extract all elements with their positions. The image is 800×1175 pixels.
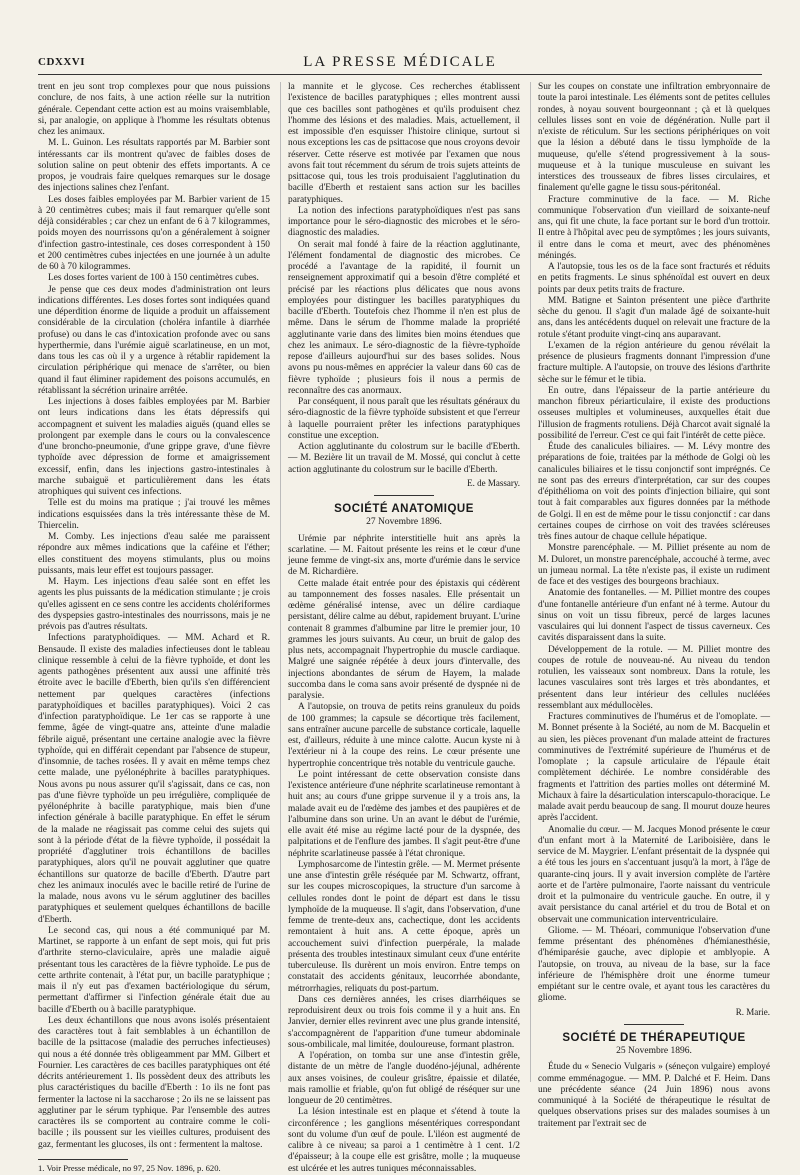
paragraph: Cette malade était entrée pour des épistaxis qui cédèrent au tamponnement des fosses nasales. Elle présentait un œdème généralisé intense, avec un délire cardiaque persistant, délire calme au début, rapidement bruyant. L'urine contenait 8 grammes d'albumine par litre le premier jour, 10 grammes les jours suivants. Au cœur, un bruit de galop des plus nets, accompagnait l'hypertrophie du muscle cardiaque. Malgré une saignée répétée à deux jours d'intervalle, des injections abondantes de sérum de Hayem, la malade succomba dans le coma sans avoir présenté de dyspnée ni de paralysie. xyxy=(288,578,520,701)
paragraph: L'examen de la région antérieure du genou révélait la présence de plusieurs fragments donnant l'impression d'une fracture multiple. A l'autopsie, on trouve des lésions d'arthrite sèche sur le fémur et le tibia. xyxy=(538,340,770,385)
paragraph: M. L. Guinon. Les résultats rapportés par M. Barbier sont intéressants car ils montrent qu'avec de faibles doses de solution saline on peut obtenir des effets importants. A ce propos, je voudrais faire quelques remarques sur le dosage des injections salines chez l'enfant. xyxy=(38,138,270,194)
paragraph: Sur les coupes on constate une infiltration embryonnaire de toute la paroi intestinale. Les éléments sont de petites cellules rondes, à noyau souvent bourgeonnant ; çà et là quelques cellules lisses sont en voie de dégénération. Nulle part il n'existe de réticulum. Sur les sections périphériques on voit que la lésion a débuté dans le tissu lymphoïde de la muqueuse, qu'elle s'étend progressivement à la sous-muqueuse et à la tunique musculeuse en suivant les interstices des trousseaux de fibres lisses circulaires, et finalement qu'elle gagne le tissu sous-péritonéal. xyxy=(538,82,770,194)
section-title: SOCIÉTÉ DE THÉRAPEUTIQUE xyxy=(562,1031,746,1044)
paragraph: Monstre parencéphale. — M. Pilliet présente au nom de M. Duloret, un monstre parencéphale, accouché à terme, avec un jumeau normal. La tête n'existe pas, il existe un rudiment de face et des vestiges des bourgeons brachiaux. xyxy=(538,543,770,587)
paragraph: Dans ces dernières années, les crises diarrhéiques se reproduisirent deux ou trois fois comme il y a huit ans. En Janvier, dernier elles revinrent avec une plus grande intensité, s'accompagnèrent de l'apparition d'une tumeur abdominale sous-ombilicale, mal limitée, douloureuse, formant plastron. xyxy=(288,994,520,1050)
paragraph: Gliome. — M. Théoari, communique l'observation d'une femme présentant des phénomènes d'hémianesthésie, d'hémiparésie gauche, avec diplopie et amblyopie. A l'autopsie, on trouva, au niveau de la base, sur la face inférieure de l'hémisphère droit une énorme tumeur empiétant sur le centre ovale, et ayant tous les caractères du gliome. xyxy=(538,925,770,1004)
paragraph: Fractures comminutives de l'humérus et de l'omoplate. — M. Bonnet présente à la Société, au nom de M. Bacquelin et au sien, les pièces provenant d'un malade atteint de fractures comminutives de l'extrémité supérieure de l'humérus et de l'omoplate ; la capsule articulaire de l'épaule était complètement déchirée. Le nombre considérable des fragments et l'attrition des parties molles ont déterminé M. Michaux à faire la désarticulation interscapulo-thoracique. Le malade avait perdu beaucoup de sang. Il mourut douze heures après l'accident. xyxy=(538,712,770,824)
paragraph: Fracture comminutive de la face. — M. Riche communique l'observation d'un vieillard de soixante-neuf ans, qui fit une chute, la face portant sur le bord d'un trottoir. Il entre à l'hôpital avec peu de symptômes ; les jours suivants, il entre dans le coma et meurt, avec des phénomènes méningés. xyxy=(538,194,770,261)
paragraph: Anomalie du cœur. — M. Jacques Monod présente le cœur d'un enfant mort à la Maternité de Lariboisière, dans le service de M. Maygrier. L'enfant présentait de la dyspnée qui a été tous les jours en s'accentuant jusqu'à la mort, à l'âge de quarante-cinq jours. Il y avait inversion complète de l'artère aorte et de l'artère pulmonaire, l'aorte naissant du ventricule droit et la pulmonaire du ventricule gauche. En outre, il y avait persistance du canal artériel et du trou de Botal et on observait une communication interventriculaire. xyxy=(538,824,770,925)
paragraph: Infections paratyphoïdiques. — MM. Achard et R. Bensaude. Il existe des maladies infectieuses dont le tableau clinique ressemble à celui de la fièvre typhoïde, et dont les agents pathogènes présentent aux aussi une affinité très étroite avec le bacille d'Eberth, bien qu'ils s'en différencient nettement par quelques caractères (infections paratyphoïdiques et bacilles paratyphiques). Voici 2 cas d'infection paratyphoïdique. Le 1er cas se rapporte à une femme, âgée de vingt-quatre ans, atteinte d'une maladie fébrile aiguë, présentant une certaine analogie avec la fièvre typhoïde, qui en différait cependant par l'absence de stupeur, d'insomnie, de taches rosées. Il y avait en même temps chez cette malade, une pyélonéphrite à bacilles paratyphiques. Nous avons pu nous assurer qu'il s'agissait, dans ce cas, non pas d'une fièvre typhoïde un peu irrégulière, compliquée de pyélonéphrite à bacille paratyphique, mais bien d'une infection générale à bacille paratyphique. En effet le sérum de la malade ne réagissait pas comme celui des sujets qui sont à la période d'état de la fièvre typhoïde, il possédait la propriété d'agglutiner trois échantillons de bacilles paratyphiques, alors qu'il ne pouvait agglutiner que quatre échantillons sur quatorze de bacille d'Eberth. D'autre part chez les animaux inoculés avec le bacille retiré de l'urine de la malade, nous avons vu le sérum agglutiner des bacilles paratyphiques et seulement quelques échantillons de bacille d'Eberth. xyxy=(38,633,270,925)
section-date: 27 Novembre 1896. xyxy=(366,517,442,528)
paragraph: En outre, dans l'épaisseur de la partie antérieure du manchon fibreux périarticulaire, il existe des productions osseuses multiples et volumineuses, auxquelles était due l'illusion de fragments rotuliens. Déjà Charcot avait signalé la possibilité de l'erreur. C'est ce qui fait l'intérêt de cette pièce. xyxy=(538,385,770,441)
paragraph: Les doses faibles employées par M. Barbier varient de 15 à 20 centimètres cubes; mais il faut remarquer qu'elle sont déjà considérables ; car chez un enfant de 6 à 7 kilogrammes, poids moyen des nourrissons qu'on a généralement à soigner d'infection gastro-intestinale, ces doses correspondent à 150 et 200 centimètres cubes injectées en une journée à un adulte de 60 à 70 kilogrammes. xyxy=(38,194,270,272)
paragraph: Les deux échantillons que nous avons isolés présentaient des caractères tout à fait semblables à un échantillon de bacille de la psittacose (maladie des perruches infectieuses) qui nous a été donnée très obligeamment par MM. Gilbert et Fournier. Les caractères de ces bacilles paratyphiques ont été décrits antérieurement 1. Ils possèdent deux des attributs les plus caractéristiques du bacille d'Eberth : 1o ils ne font pas fermenter la lactose ni la saccharose ; 2o ils ne se laissent pas agglutiner par le sérum typhique. Par l'ensemble des autres caractères ils se comportent au contraire comme le coli-bacille ; ils poussent sur les vieilles cultures, produisent des gaz, fermentant les glucoses, ils ont : fermentent la maltose. xyxy=(38,1015,270,1150)
paragraph: A l'autopsie, tous les os de la face sont fracturés et réduits en petits fragments. Le sinus sphénoïdal est ouvert en deux points par deux petits traits de fracture. xyxy=(538,262,770,295)
footnote: 1. Voir Presse médicale, no 97, 25 Nov. 1896, p. 620. xyxy=(38,1162,221,1173)
paragraph: Telle est du moins ma pratique ; j'ai trouvé les mêmes indications esquissées dans la très intéressante thèse de M. Thiercelin. xyxy=(38,498,270,531)
paragraph: A l'autopsie, on trouva de petits reins granuleux du poids de 100 grammes; la capsule se décortique très facilement, sans entraîner aucune parcelle de substance corticale, laquelle est, d'ailleurs, réduite à une mince calotte. Aucun kyste ni à l'extérieur ni à la coupe des reins. Le cœur présente une hypertrophie concentrique très notable du ventricule gauche. xyxy=(288,702,520,769)
paragraph: La lésion intestinale est en plaque et s'étend à toute la circonférence ; les ganglions mésentériques correspondant sont du volume d'un œuf de poule. L'iléon est augmenté de calibre à ce niveau; sa paroi a 1 centimètre à 1 cent. 1/2 d'épaisseur; à la coupe elle est grisâtre, molle ; la muqueuse est ulcérée et les autres tuniques méconnaissables. xyxy=(288,1107,520,1174)
column-divider xyxy=(280,82,281,1082)
column-left xyxy=(38,82,270,1173)
paragraph: Urémie par néphrite interstitielle huit ans après la scarlatine. — M. Faitout présente les reins et le cœur d'une jeune femme de vingt-six ans, morte d'urémie dans le service de M. Richardière. xyxy=(288,533,520,578)
paragraph: La notion des infections paratyphoïdiques n'est pas sans importance pour le séro-diagnostic des microbes et le séro-diagnostic des maladies. xyxy=(288,205,520,239)
paragraph: Le second cas, qui nous a été communiqué par M. Martinet, se rapporte à un enfant de sept mois, qui fut pris d'arthrite sterno-claviculaire, après une maladie aiguë présentant tous les caractères de la fièvre typhoïde. Le pus de cette arthrite contenait, à l'état pur, un bacille paratyphique ; mais il n'y eut pas d'examen bactériologique du sérum, permettant d'affirmer si l'infection générale était due au bacille d'Eberth ou à bacille paratyphique. xyxy=(38,925,270,1015)
column-right xyxy=(538,82,770,1129)
paragraph: M. Comby. Les injections d'eau salée me paraissent répondre aux mêmes indications que la caféine et l'éther; elles constituent des moyens stimulants, plus ou moins puissants, mais leur effet est toujours passager. xyxy=(38,532,270,576)
paragraph: M. Haym. Les injections d'eau salée sont en effet les agents les plus puissants de la médication stimulante ; je crois qu'elles agissent en ce sens contre les accidents cholériformes des dyspepsies gastro-intestinales des nourrissons, mais je ne prévois pas d'autres résultats. xyxy=(38,577,270,632)
section-rule xyxy=(374,495,434,496)
paragraph: Étude du « Senecio Vulgaris » (séneçon vulgaire) employé comme emménagogue. — MM. P. Dalché et F. Heim. Dans une précédente séance (24 Juin 1896) nous avons communiqué à la Société de thérapeutique le résultat de quelques observations prises sur des malades soumises à un traitement par l'extrait sec de xyxy=(538,1062,770,1129)
page-header xyxy=(38,52,762,75)
paragraph: A l'opération, on tomba sur une anse d'intestin grêle, distante de un mètre de l'angle duodéno-jéjunal, adhérente aux anses voisines, de couleur grisâtre, épaissie et dilatée, mais ramollie et friable, qu'on fut obligé de réséquer sur une longueur de 20 centimètres. xyxy=(288,1051,520,1106)
paragraph: trent en jeu sont trop complexes pour que nous puissions conclure, de nos faits, à une action réelle sur la nutrition générale. Cependant cette action est au moins vraisemblable, si, par analogie, on applique à l'homme les résultats obtenus chez les animaux. xyxy=(38,82,270,137)
paragraph: Anatomie des fontanelles. — M. Pilliet montre des coupes d'une fontanelle antérieure d'un enfant né à terme. Autour du sinus on voit un tissu fibreux, percé de larges lacunes vasculaires qui lui donnent l'aspect de tissus caverneux. Ces cavités disparaissent dans la suite. xyxy=(538,588,770,644)
paragraph: Les injections à doses faibles employées par M. Barbier ont leurs indications dans les états dépressifs qui accompagnent et suivent les maladies aiguës (quand elles se prolongent par exemple dans le cours ou la convalescence d'une broncho-pneumonie, d'une grippe grave, d'une fièvre typhoïde avec dépression de forme et amaigrissement excessif, enfin, dans les injections gastro-intestinales à marche subaiguë et particulièrement dans les états atrophiques qui suivent ces infections. xyxy=(38,397,270,497)
column-middle xyxy=(288,82,520,1174)
paragraph: On serait mal fondé à faire de la réaction agglutinante, l'élément fondamental de diagnostic des microbes. Ce procédé a l'avantage de la rapidité, il fournit un renseignement approximatif qui a besoin d'être complété et précisé par les réactions plus délicates que nous avons employées pour distinguer les bacilles paratyphiques du bacille d'Eberth. Toutefois chez l'homme il n'en est plus de même. Dans le sérum de l'homme malade la propriété agglutinante varie dans des limites bien moins étendues que chez les animaux. Le séro-diagnostic de la fièvre-typhoïde repose d'ailleurs aujourd'hui sur des bases solides. Nous avons pu nous-mêmes en apprécier la valeur dans 60 cas de fièvre typhoïde ; plusieurs fois il nous a permis de reconnaître des cas anormaux. xyxy=(288,239,520,396)
paragraph: Par conséquent, il nous paraît que les résultats généraux du séro-diagnostic de la fièvre typhoïde subsistent et que l'erreur à laquelle pourraient prêter les infections paratyphiques constitue une exception. xyxy=(288,397,520,441)
paragraph: Les doses fortes varient de 100 à 150 centimètres cubes. xyxy=(48,273,259,284)
column-divider xyxy=(530,82,531,1082)
paragraph: Étude des canalicules biliaires. — M. Lévy montre des préparations de foie, traitées par la méthode de Golgi où les canalicules biliaires et le tissu conjonctif sont imprégnés. Ce ne sont pas des erreurs d'interprétation, car sur des coupes d'épithélioma on voit des points d'injection biliaire, qui sont tout à fait comparables aux figures données par la méthode de Golgi. Il en est de même pour le tissu conjonctif : car dans certaines coupes de cirrhose on voit des travées scléreuses très fines autour de chaque cellule hépatique. xyxy=(538,442,770,542)
paragraph: Le point intéressant de cette observation consiste dans l'existence antérieure d'une néphrite scarlatineuse remontant à huit ans; au cours d'une grippe survenue il y a trois ans, la malade avait eu de l'œdème des jambes et des paupières et de l'albumine dans son urine. Un an avant le début de l'urémie, elle avait été mise au régime lacté pour de la dyspnée, des palpitations et de l'enflure des jambes. Il s'agit peut-être d'une néphrite scarlatineuse passée à l'état chronique. xyxy=(288,769,520,859)
section-date: 25 Novembre 1896. xyxy=(616,1046,692,1056)
paragraph: la mannite et le glycose. Ces recherches établissent l'existence de bacilles paratyphiques ; elles montrent aussi que ces bacilles sont pathogènes et qu'ils produisent chez l'homme des lésions et des maladies. Mais, actuellement, il est impossible d'en esquisser l'histoire clinique, surtout si nous exceptions les cas de psittacose que nous croyons devoir réserver. Cette réserve est motivée par l'examen que nous avons fait tout récemment du sérum de trois sujets atteints de psittacose qui, tous les trois produisaient l'agglutination du bacille d'Eberth et restaient sans action sur les bacilles paratyphiques. xyxy=(288,82,520,205)
signature: R. Marie. xyxy=(735,1006,770,1017)
signature: E. de Massary. xyxy=(467,477,520,488)
section-title: SOCIÉTÉ ANATOMIQUE xyxy=(334,503,474,515)
paragraph: Action agglutinante du colostrum sur le bacille d'Eberth. — M. Bezière lit un travail de M. Mossé, qui conclut à cette action agglutinante du colostrum sur le bacille d'Eberth. xyxy=(288,442,520,475)
paragraph: MM. Batigne et Sainton présentent une pièce d'arthrite sèche du genou. Il s'agit d'un malade âgé de soixante-huit ans, dans les antécédents duquel on relevait une fracture de la rotule s'étant produite vingt-cinq ans auparavant. xyxy=(538,295,770,340)
page-number: CDXXVI xyxy=(38,56,85,68)
paragraph: Développement de la rotule. — M. Pilliet montre des coupes de rotule de nouveau-né. Au niveau du tendon rotulien, les vaisseaux sont nombreux. Dans la rotule, les lacunes vasculaires sont très larges et très abondantes, et présentent dans leur intérieur des cellules nucléées ressemblant aux médullocèles. xyxy=(538,644,770,711)
journal-title: LA PRESSE MÉDICALE xyxy=(303,54,497,70)
section-rule xyxy=(624,1024,684,1025)
paragraph: Lymphosarcome de l'intestin grêle. — M. Mermet présente une anse d'intestin grêle réséquée par M. Schwartz, offrant, sur les coupes microscopiques, la structure d'un sarcome à cellules rondes dont le point de départ est dans le tissu lymphoïde de la muqueuse. Il s'agit, dans l'observation, d'une femme de trente-deux ans, cachectique, dont les accidents remontaient à huit ans. A cette époque, après un accouchement suivi d'infection puerpérale, la malade présenta des troubles intestinaux simulant ceux d'une entérite tuberculeuse. Ils durèrent un mois environ. Entre temps on constatait des accidents génitaux, leucorrhée abondante, métrorrhagies, reliquats du post-partum. xyxy=(288,859,520,994)
paragraph: Je pense que ces deux modes d'administration ont leurs indications différentes. Les doses fortes sont indiquées quand une déperdition énorme de liquide a produit un affaissement considérable de la circulation (choléra infantile à diarrhée profuse) ou dans le cas d'intoxication profonde avec ou sans hyperthermie, dans l'urémie aiguë scarlatineuse, en un mot, dans tous les cas où il y a urgence à rétablir rapidement la circulation périphérique qui menace de s'arrêter, ou bien quand il faut éliminer rapidement des poisons accumulés, en rétablissant la sécrétion urinaire arrêtée. xyxy=(38,284,270,396)
footnote-rule xyxy=(38,1159,128,1160)
